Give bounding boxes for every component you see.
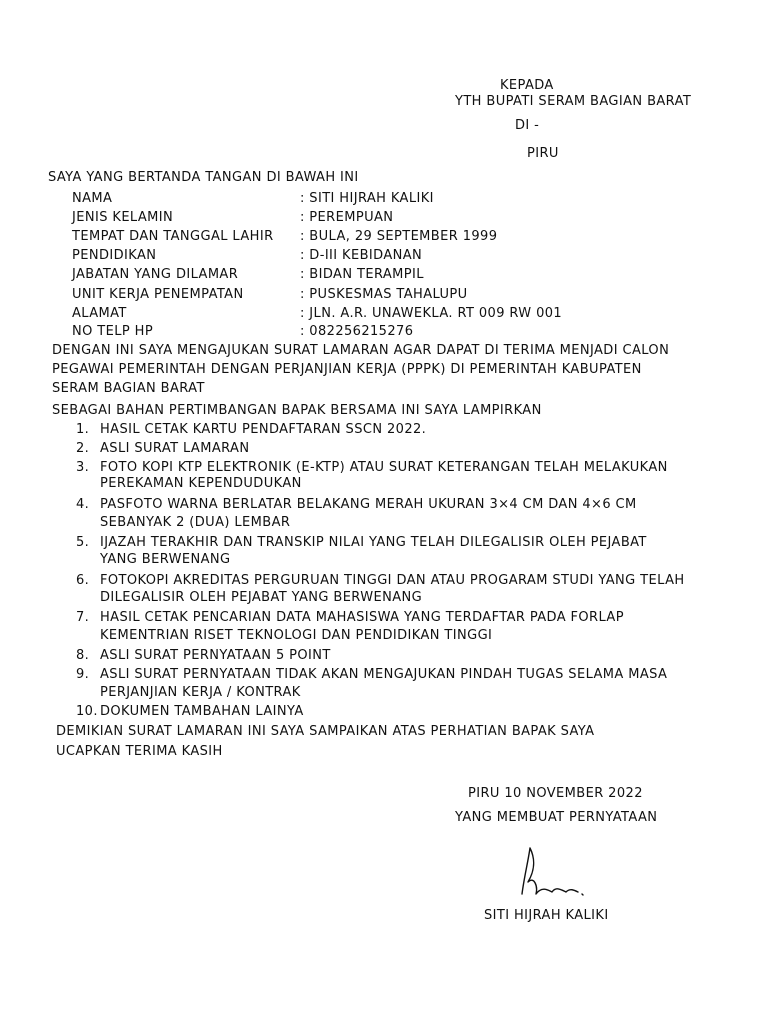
list-item bbox=[76, 573, 685, 588]
sign-place-date: PIRU 10 NOVEMBER 2022 bbox=[468, 786, 643, 801]
field-value: : PUSKESMAS TAHALUPU bbox=[300, 287, 468, 302]
list-item-number: 4. bbox=[76, 497, 90, 512]
list-item bbox=[76, 667, 667, 682]
recipient-line-4: PIRU bbox=[527, 146, 559, 161]
list-item-text: IJAZAH TERAKHIR DAN TRANSKIP NILAI YANG TELAH DILEGALISIR OLEH PEJABAT bbox=[100, 535, 647, 550]
field-label: NO TELP HP bbox=[72, 324, 154, 339]
recipient-line-2: YTH BUPATI SERAM BAGIAN BARAT bbox=[455, 94, 692, 109]
list-item-continuation: YANG BERWENANG bbox=[100, 552, 231, 567]
field-label: ALAMAT bbox=[72, 306, 127, 321]
sign-name: SITI HIJRAH KALIKI bbox=[484, 908, 609, 923]
list-item bbox=[76, 441, 249, 456]
list-item-number: 3. bbox=[76, 460, 90, 475]
list-item bbox=[76, 648, 331, 663]
recipient-line-1: KEPADA bbox=[500, 78, 554, 93]
closing-line: UCAPKAN TERIMA KASIH bbox=[56, 744, 223, 759]
request-line: DENGAN INI SAYA MENGAJUKAN SURAT LAMARAN AGAR DAPAT DI TERIMA MENJADI CALON bbox=[52, 343, 670, 358]
closing-line: DEMIKIAN SURAT LAMARAN INI SAYA SAMPAIKAN ATAS PERHATIAN BAPAK SAYA bbox=[56, 724, 595, 739]
list-item-text: HASIL CETAK KARTU PENDAFTARAN SSCN 2022. bbox=[100, 422, 427, 437]
list-item-number: 8. bbox=[76, 648, 90, 663]
field-value: : SITI HIJRAH KALIKI bbox=[300, 191, 434, 206]
list-item bbox=[76, 422, 426, 437]
request-line: SERAM BAGIAN BARAT bbox=[52, 381, 205, 396]
list-item-continuation: SEBANYAK 2 (DUA) LEMBAR bbox=[100, 515, 291, 530]
field-label: NAMA bbox=[72, 191, 113, 206]
field-value: : PEREMPUAN bbox=[300, 210, 394, 225]
field-label: JENIS KELAMIN bbox=[72, 210, 174, 225]
list-item-number: 10. bbox=[76, 704, 98, 719]
list-item-continuation: PEREKAMAN KEPENDUDUKAN bbox=[100, 476, 302, 491]
sign-role: YANG MEMBUAT PERNYATAAN bbox=[455, 810, 658, 825]
field-value: : D-III KEBIDANAN bbox=[300, 248, 423, 263]
list-item-continuation: DILEGALISIR OLEH PEJABAT YANG BERWENANG bbox=[100, 590, 423, 605]
list-item bbox=[76, 460, 668, 475]
attachments-intro: SEBAGAI BAHAN PERTIMBANGAN BAPAK BERSAMA INI SAYA LAMPIRKAN bbox=[52, 403, 542, 418]
list-item-text: PASFOTO WARNA BERLATAR BELAKANG MERAH UKURAN 3×4 CM DAN 4×6 CM bbox=[100, 497, 637, 512]
list-item-number: 6. bbox=[76, 573, 90, 588]
list-item-number: 1. bbox=[76, 422, 90, 437]
list-item-text: FOTOKOPI AKREDITAS PERGURUAN TINGGI DAN ATAU PROGARAM STUDI YANG TELAH bbox=[100, 573, 685, 588]
field-label: UNIT KERJA PENEMPATAN bbox=[72, 287, 244, 302]
field-value: : BULA, 29 SEPTEMBER 1999 bbox=[300, 229, 498, 244]
list-item bbox=[76, 497, 637, 512]
list-item bbox=[76, 610, 624, 625]
list-item-continuation: KEMENTRIAN RISET TEKNOLOGI DAN PENDIDIKAN TINGGI bbox=[100, 628, 493, 643]
field-label: PENDIDIKAN bbox=[72, 248, 157, 263]
list-item-continuation: PERJANJIAN KERJA / KONTRAK bbox=[100, 685, 301, 700]
field-label: JABATAN YANG DILAMAR bbox=[72, 267, 239, 282]
recipient-line-3: DI - bbox=[515, 118, 540, 133]
list-item-number: 9. bbox=[76, 667, 90, 682]
list-item bbox=[76, 704, 304, 719]
request-line: PEGAWAI PEMERINTAH DENGAN PERJANJIAN KERJA (PPPK) DI PEMERINTAH KABUPATEN bbox=[52, 362, 642, 377]
list-item-number: 7. bbox=[76, 610, 90, 625]
signature-mark bbox=[512, 842, 592, 902]
list-item-text: ASLI SURAT LAMARAN bbox=[100, 441, 250, 456]
list-item-text: ASLI SURAT PERNYATAAN TIDAK AKAN MENGAJUKAN PINDAH TUGAS SELAMA MASA bbox=[100, 667, 668, 682]
intro-text: SAYA YANG BERTANDA TANGAN DI BAWAH INI bbox=[48, 170, 359, 185]
list-item-text: DOKUMEN TAMBAHAN LAINYA bbox=[100, 704, 304, 719]
field-value: : BIDAN TERAMPIL bbox=[300, 267, 424, 282]
list-item-number: 5. bbox=[76, 535, 90, 550]
list-item-text: FOTO KOPI KTP ELEKTRONIK (E-KTP) ATAU SURAT KETERANGAN TELAH MELAKUKAN bbox=[100, 460, 668, 475]
list-item bbox=[76, 535, 647, 550]
list-item-text: ASLI SURAT PERNYATAAN 5 POINT bbox=[100, 648, 331, 663]
field-label: TEMPAT DAN TANGGAL LAHIR bbox=[72, 229, 274, 244]
field-value: : 082256215276 bbox=[300, 324, 414, 339]
list-item-text: HASIL CETAK PENCARIAN DATA MAHASISWA YANG TERDAFTAR PADA FORLAP bbox=[100, 610, 624, 625]
list-item-number: 2. bbox=[76, 441, 90, 456]
field-value: : JLN. A.R. UNAWEKLA. RT 009 RW 001 bbox=[300, 306, 563, 321]
